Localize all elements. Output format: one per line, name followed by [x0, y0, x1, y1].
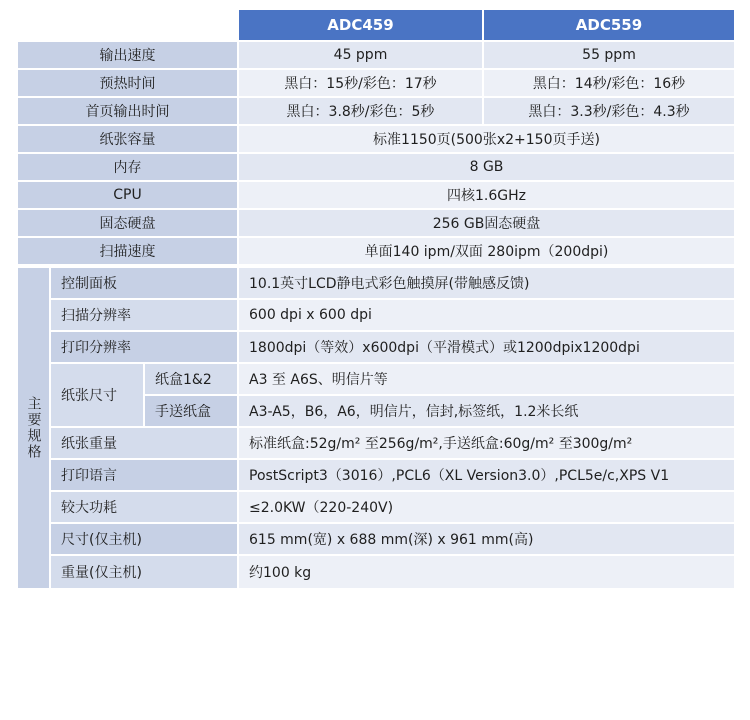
table-row — [18, 154, 734, 180]
table-row — [18, 556, 734, 588]
row-label: 首页输出时间 — [18, 98, 237, 124]
row-value: 标准纸盒:52g/m² 至256g/m²,手送纸盒:60g/m² 至300g/m² — [239, 428, 734, 458]
row-value: 约100 kg — [239, 556, 734, 588]
table-row — [18, 268, 734, 298]
row-label: 尺寸(仅主机) — [51, 524, 237, 554]
table-row — [18, 332, 734, 362]
row-label: 扫描速度 — [18, 238, 237, 264]
row-value: 1800dpi（等效）x600dpi（平滑模式）或1200dpix1200dpi — [239, 332, 734, 362]
value-adc459: 黑白：15秒/彩色：17秒 — [239, 70, 482, 96]
table-row — [18, 460, 734, 490]
table-row — [18, 428, 734, 458]
row-label: CPU — [18, 182, 237, 208]
sub-value-bypass: A3-A5，B6，A6，明信片，信封,标签纸，1.2米长纸 — [239, 396, 734, 426]
merged-value: 标准1150页(500张x2+150页手送) — [239, 126, 734, 152]
row-label: 纸张尺寸 — [51, 364, 143, 426]
row-value: 600 dpi x 600 dpi — [239, 300, 734, 330]
table-row — [18, 300, 734, 330]
table-row — [18, 238, 734, 264]
header-model-adc459: ADC459 — [239, 10, 482, 40]
table-row — [18, 98, 734, 124]
row-label: 纸张容量 — [18, 126, 237, 152]
group-label-text: 主要规格 — [25, 396, 42, 460]
header-model-adc559: ADC559 — [484, 10, 734, 40]
merged-value: 256 GB固态硬盘 — [239, 210, 734, 236]
row-label: 内存 — [18, 154, 237, 180]
header-row — [18, 10, 734, 40]
value-adc459: 黑白：3.8秒/彩色：5秒 — [239, 98, 482, 124]
table-row — [18, 70, 734, 96]
row-label: 打印语言 — [51, 460, 237, 490]
table-row — [18, 182, 734, 208]
table-row — [18, 492, 734, 522]
value-adc559: 55 ppm — [484, 42, 734, 68]
row-value: 615 mm(宽) x 688 mm(深) x 961 mm(高) — [239, 524, 734, 554]
sub-label-bypass: 手送纸盒 — [145, 396, 237, 426]
sub-value-tray: A3 至 A6S、明信片等 — [239, 364, 734, 394]
table-row — [18, 42, 734, 68]
value-adc559: 黑白：3.3秒/彩色：4.3秒 — [484, 98, 734, 124]
table-row — [18, 210, 734, 236]
table-row — [18, 524, 734, 554]
row-value: 10.1英寸LCD静电式彩色触摸屏(带触感反馈) — [239, 268, 734, 298]
sub-label-tray: 纸盒1&2 — [145, 364, 237, 394]
row-label: 固态硬盘 — [18, 210, 237, 236]
paper-size-row — [18, 364, 734, 426]
row-value: ≤2.0KW（220-240V) — [239, 492, 734, 522]
row-label: 预热时间 — [18, 70, 237, 96]
merged-value: 单面140 ipm/双面 280ipm（200dpi) — [239, 238, 734, 264]
table-row — [18, 126, 734, 152]
row-label: 重量(仅主机) — [51, 556, 237, 588]
row-value: PostScript3（3016）,PCL6（XL Version3.0）,PCL5e/c,XPS V1 — [239, 460, 734, 490]
row-label: 控制面板 — [51, 268, 237, 298]
row-label: 较大功耗 — [51, 492, 237, 522]
value-adc559: 黑白：14秒/彩色：16秒 — [484, 70, 734, 96]
row-label: 输出速度 — [18, 42, 237, 68]
row-label: 打印分辨率 — [51, 332, 237, 362]
merged-value: 四核1.6GHz — [239, 182, 734, 208]
value-adc459: 45 ppm — [239, 42, 482, 68]
header-empty-cell — [18, 10, 237, 40]
row-label: 扫描分辨率 — [51, 300, 237, 330]
row-label: 纸张重量 — [51, 428, 237, 458]
merged-value: 8 GB — [239, 154, 734, 180]
